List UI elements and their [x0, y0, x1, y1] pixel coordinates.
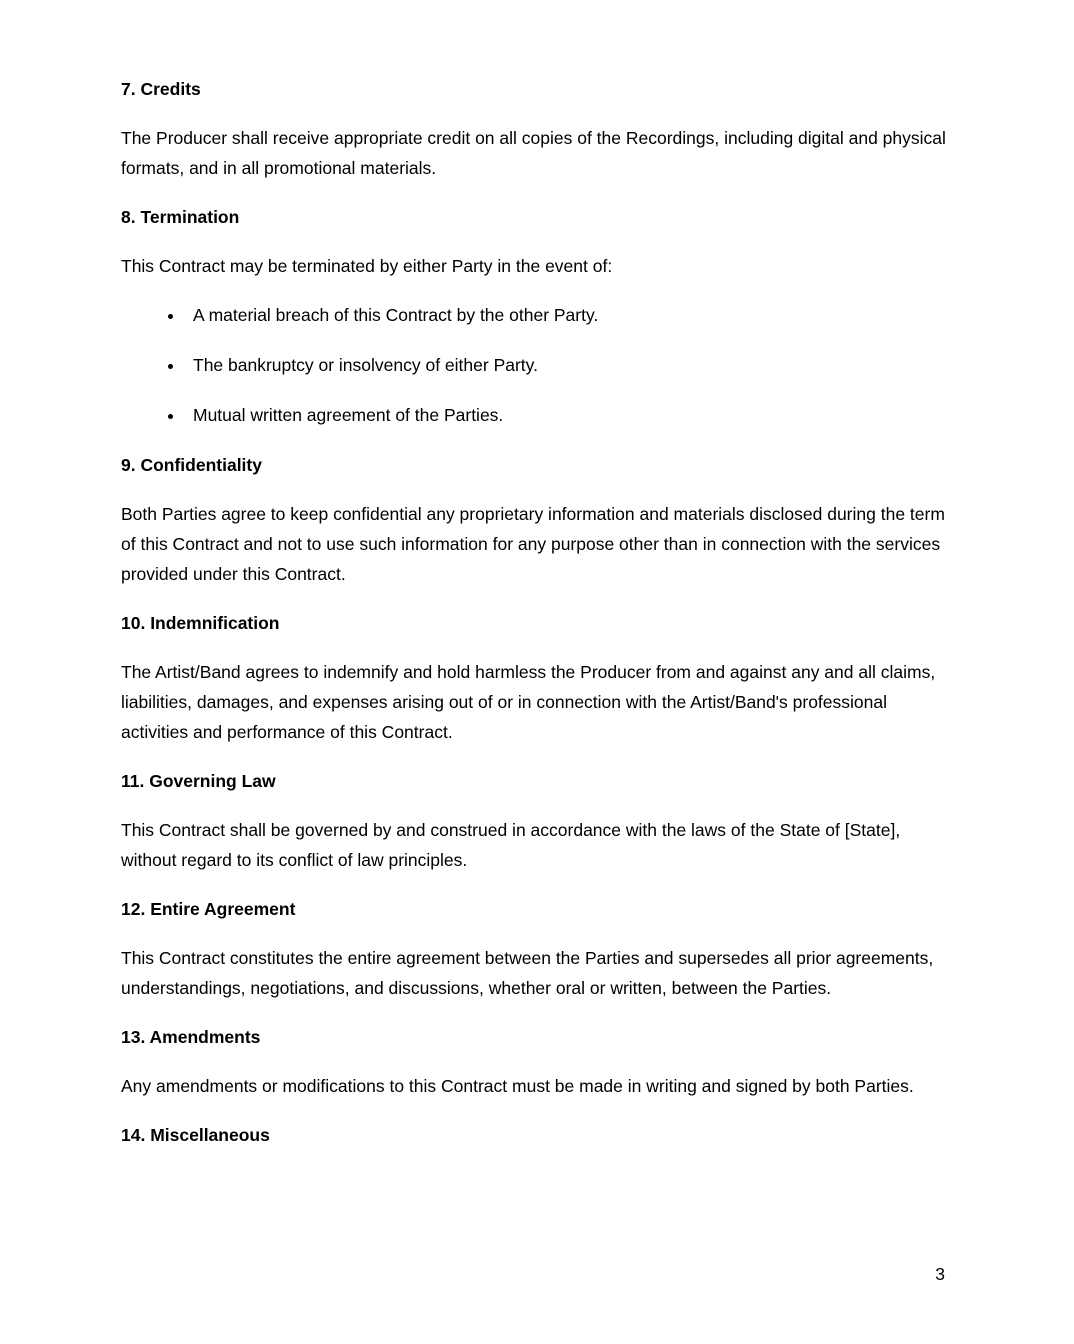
bullet-item: • A material breach of this Contract by the other Party.	[185, 300, 947, 330]
section-paragraph: Any amendments or modifications to this Contract must be made in writing and signed by both Parties.	[121, 1076, 914, 1096]
section-heading: 11. Governing Law	[121, 771, 276, 791]
section-paragraph: This Contract may be terminated by either Party in the event of:	[121, 256, 613, 276]
section-heading: 13. Amendments	[121, 1027, 261, 1047]
section-heading: 10. Indemnification	[121, 613, 280, 633]
bullet-list	[121, 300, 947, 430]
bullet-item: • Mutual written agreement of the Parties.	[185, 400, 947, 430]
section-paragraph: The Producer shall receive appropriate credit on all copies of the Recordings, including digital and physical formats, and in all promotional materials.	[121, 128, 946, 178]
section-paragraph: Both Parties agree to keep confidential any proprietary information and materials disclosed during the term of this Contract and not to use such information for any purpose other than in connection with the services provided under this Contract.	[121, 504, 945, 584]
section-heading: 9. Confidentiality	[121, 455, 262, 475]
section-heading: 14. Miscellaneous	[121, 1125, 270, 1145]
bullet-item: • The bankruptcy or insolvency of either Party.	[185, 350, 947, 380]
section-paragraph: This Contract constitutes the entire agreement between the Parties and supersedes all prior agreements, understandings, negotiations, and discussions, whether oral or written, between the Parties.	[121, 948, 934, 998]
section-heading: 7. Credits	[121, 79, 201, 99]
document-content	[121, 74, 947, 1169]
section-heading: 8. Termination	[121, 207, 240, 227]
section-paragraph: The Artist/Band agrees to indemnify and hold harmless the Producer from and against any and all claims, liabilities, damages, and expenses arising out of or in connection with the Artist/Band's professional activities and performance of this Contract.	[121, 662, 936, 742]
section-paragraph: This Contract shall be governed by and construed in accordance with the laws of the State of [State], without regard to its conflict of law principles.	[121, 820, 901, 870]
section-heading: 12. Entire Agreement	[121, 899, 296, 919]
page-number: 3	[935, 1264, 945, 1284]
